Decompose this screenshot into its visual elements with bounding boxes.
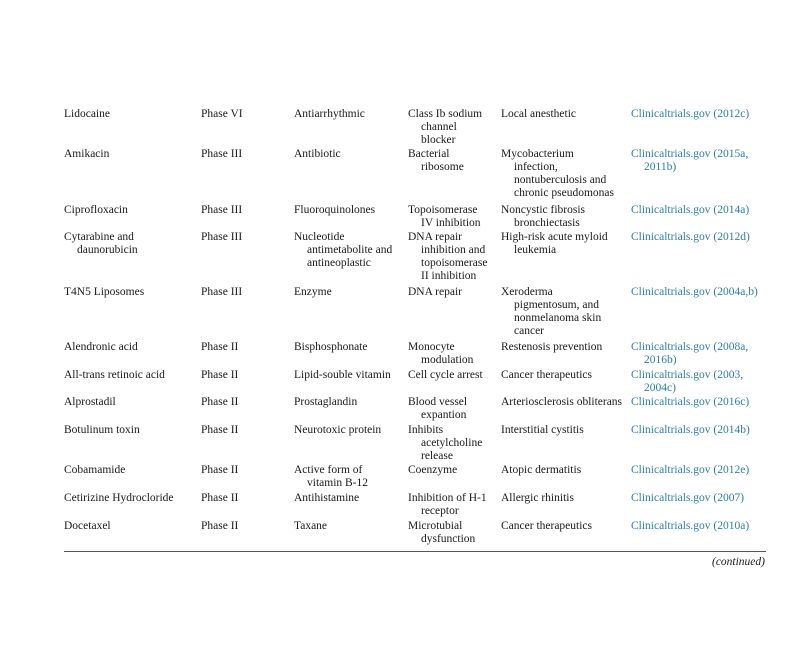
mechanism-line: Inhibition of H-1 xyxy=(408,492,487,504)
table-row xyxy=(64,286,766,341)
drug-class-line: Bisphosphonate xyxy=(294,341,368,353)
mechanism-line: channel xyxy=(421,121,457,133)
mechanism xyxy=(408,286,500,299)
table-row xyxy=(64,396,766,424)
drug-class xyxy=(294,204,406,217)
reference-link[interactable] xyxy=(631,148,766,174)
trial-phase xyxy=(201,369,291,382)
table-row xyxy=(64,204,766,231)
indication-line: leukemia xyxy=(514,244,557,256)
mechanism xyxy=(408,492,500,518)
reference-link-line: Clinicaltrials.gov (2012e) xyxy=(631,464,750,476)
trial-phase-line: Phase III xyxy=(201,148,243,160)
indication-line: Restenosis prevention xyxy=(501,341,603,353)
indication xyxy=(501,231,631,257)
trial-phase-line: Phase II xyxy=(201,464,239,476)
mechanism xyxy=(408,520,500,546)
drug-class xyxy=(294,464,406,490)
drug-class-line: Antibiotic xyxy=(294,148,341,160)
drug-name-line: Cytarabine and xyxy=(64,231,134,243)
indication xyxy=(501,520,631,533)
mechanism-line: modulation xyxy=(421,354,474,366)
indication-line: pigmentosum, and xyxy=(514,299,599,311)
mechanism-line: DNA repair xyxy=(408,231,462,243)
trial-phase xyxy=(201,424,291,437)
reference-link-line: 2011b) xyxy=(644,161,677,173)
reference-link-line: Clinicaltrials.gov (2010a) xyxy=(631,520,750,532)
trial-phase-line: Phase II xyxy=(201,369,239,381)
mechanism-line: dysfunction xyxy=(421,533,476,545)
drug-name xyxy=(64,148,199,161)
reference-link[interactable] xyxy=(631,424,766,437)
mechanism-line: receptor xyxy=(421,505,459,517)
reference-link-line: Clinicaltrials.gov (2007) xyxy=(631,492,745,504)
indication-line: Local anesthetic xyxy=(501,108,577,120)
drug-class-line: vitamin B-12 xyxy=(307,477,369,489)
trial-phase xyxy=(201,286,291,299)
drug-class-line: antimetabolite and xyxy=(307,244,393,256)
drug-name xyxy=(64,520,199,533)
indication xyxy=(501,148,631,200)
table-row xyxy=(64,231,766,286)
mechanism-line: expantion xyxy=(421,409,467,421)
table-row xyxy=(64,464,766,492)
mechanism-line: topoisomerase xyxy=(421,257,488,269)
drug-class xyxy=(294,231,406,270)
table-row xyxy=(64,520,766,550)
indication xyxy=(501,341,631,354)
reference-link-line: Clinicaltrials.gov (2012d) xyxy=(631,231,750,243)
indication-line: chronic pseudomonas xyxy=(514,187,614,199)
trial-phase xyxy=(201,396,291,409)
indication-line: Xeroderma xyxy=(501,286,553,298)
reference-link-line: Clinicaltrials.gov (2014b) xyxy=(631,424,750,436)
mechanism-line: Monocyte xyxy=(408,341,455,353)
indication-line: Atopic dermatitis xyxy=(501,464,582,476)
trial-phase-line: Phase II xyxy=(201,492,239,504)
reference-link[interactable] xyxy=(631,492,766,505)
drug-class xyxy=(294,341,406,354)
reference-link-line: 2004c) xyxy=(644,382,676,394)
mechanism xyxy=(408,396,500,422)
drug-name xyxy=(64,464,199,477)
indication-line: Mycobacterium xyxy=(501,148,574,160)
table-row xyxy=(64,492,766,520)
mechanism xyxy=(408,204,500,230)
drug-class xyxy=(294,108,406,121)
drug-class-line: antineoplastic xyxy=(307,257,371,269)
reference-link[interactable] xyxy=(631,369,766,395)
mechanism-line: Cell cycle arrest xyxy=(408,369,483,381)
drug-class xyxy=(294,520,406,533)
indication xyxy=(501,108,631,121)
trial-phase-line: Phase III xyxy=(201,286,243,298)
table-row xyxy=(64,369,766,396)
mechanism-line: DNA repair xyxy=(408,286,462,298)
reference-link-line: Clinicaltrials.gov (2004a,b) xyxy=(631,286,758,298)
mechanism xyxy=(408,148,500,174)
drug-class xyxy=(294,424,406,437)
mechanism xyxy=(408,424,500,463)
drug-name xyxy=(64,231,199,257)
mechanism-line: Microtubial xyxy=(408,520,463,532)
mechanism xyxy=(408,369,500,382)
mechanism-line: inhibition and xyxy=(421,244,486,256)
drug-name xyxy=(64,204,199,217)
mechanism-line: IV inhibition xyxy=(421,217,481,229)
indication-line: nontuberculosis and xyxy=(514,174,607,186)
trial-phase xyxy=(201,204,291,217)
indication xyxy=(501,396,631,409)
drug-name-line: T4N5 Liposomes xyxy=(64,286,145,298)
table-row xyxy=(64,341,766,369)
drug-name-line: Cobamamide xyxy=(64,464,126,476)
mechanism-line: release xyxy=(421,450,453,462)
drug-class-line: Enzyme xyxy=(294,286,332,298)
indication-line: Arteriosclerosis obliterans xyxy=(501,396,623,408)
mechanism-line: ribosome xyxy=(421,161,464,173)
drug-name xyxy=(64,492,199,505)
indication-line: Interstitial cystitis xyxy=(501,424,584,436)
reference-link-line: Clinicaltrials.gov (2016c) xyxy=(631,396,750,408)
indication-line: High-risk acute myloid xyxy=(501,231,608,243)
drug-name-line: Alprostadil xyxy=(64,396,116,408)
drug-class xyxy=(294,148,406,161)
trial-phase xyxy=(201,231,291,244)
indication xyxy=(501,369,631,382)
mechanism xyxy=(408,464,500,477)
drug-class-line: Neurotoxic protein xyxy=(294,424,382,436)
drug-name xyxy=(64,396,199,409)
drug-name-line: Botulinum toxin xyxy=(64,424,140,436)
reference-link-line: Clinicaltrials.gov (2015a, xyxy=(631,148,749,160)
trial-phase-line: Phase II xyxy=(201,424,239,436)
reference-link[interactable] xyxy=(631,286,766,299)
indication-line: Cancer therapeutics xyxy=(501,369,592,381)
mechanism-line: blocker xyxy=(421,134,456,146)
drug-class-line: Lipid-souble vitamin xyxy=(294,369,391,381)
indication-line: cancer xyxy=(514,325,544,337)
mechanism xyxy=(408,341,500,367)
drug-name xyxy=(64,108,199,121)
reference-link-line: Clinicaltrials.gov (2003, xyxy=(631,369,744,381)
mechanism-line: II inhibition xyxy=(421,270,477,282)
drug-class-line: Active form of xyxy=(294,464,363,476)
drug-name-line: Ciprofloxacin xyxy=(64,204,128,216)
table-row xyxy=(64,424,766,464)
indication-line: Allergic rhinitis xyxy=(501,492,574,504)
trial-phase-line: Phase III xyxy=(201,231,243,243)
trial-phase xyxy=(201,148,291,161)
indication xyxy=(501,204,631,230)
indication xyxy=(501,286,631,338)
drug-name xyxy=(64,424,199,437)
mechanism-line: Blood vessel xyxy=(408,396,468,408)
drug-class-line: Antihistamine xyxy=(294,492,360,504)
drug-name-line: Alendronic acid xyxy=(64,341,138,353)
trial-phase-line: Phase II xyxy=(201,341,239,353)
drug-class xyxy=(294,396,406,409)
reference-link[interactable] xyxy=(631,108,766,121)
drug-class-line: Antiarrhythmic xyxy=(294,108,365,120)
reference-link[interactable] xyxy=(631,464,766,477)
reference-link[interactable] xyxy=(631,231,766,244)
drug-name-line: All-trans retinoic acid xyxy=(64,369,165,381)
drug-name xyxy=(64,369,199,382)
indication xyxy=(501,464,631,477)
trial-phase xyxy=(201,108,291,121)
indication xyxy=(501,424,631,437)
drug-name xyxy=(64,341,199,354)
indication-line: nonmelanoma skin xyxy=(514,312,602,324)
drug-name-line: Lidocaine xyxy=(64,108,110,120)
mechanism-line: Inhibits xyxy=(408,424,444,436)
reference-link-line: Clinicaltrials.gov (2012c) xyxy=(631,108,750,120)
drug-class-line: Fluoroquinolones xyxy=(294,204,376,216)
reference-link[interactable] xyxy=(631,396,766,409)
indication xyxy=(501,492,631,505)
mechanism-line: acetylcholine xyxy=(421,437,483,449)
reference-link-line: Clinicaltrials.gov (2008a, xyxy=(631,341,749,353)
reference-link[interactable] xyxy=(631,341,766,367)
trial-phase xyxy=(201,341,291,354)
table-row xyxy=(64,148,766,204)
reference-link[interactable] xyxy=(631,520,766,533)
trial-phase-line: Phase III xyxy=(201,204,243,216)
indication-line: bronchiectasis xyxy=(514,217,580,229)
table-bottom-rule xyxy=(64,551,766,552)
trial-phase xyxy=(201,464,291,477)
mechanism-line: Topoisomerase xyxy=(408,204,478,216)
trial-phase xyxy=(201,492,291,505)
drug-class-line: Nucleotide xyxy=(294,231,345,243)
reference-link-line: 2016b) xyxy=(644,354,677,366)
indication-line: Cancer therapeutics xyxy=(501,520,592,532)
mechanism-line: Bacterial xyxy=(408,148,450,160)
drug-class-line: Taxane xyxy=(294,520,328,532)
indication-line: infection, xyxy=(514,161,558,173)
drug-class xyxy=(294,492,406,505)
drug-name-line: Amikacin xyxy=(64,148,110,160)
mechanism-line: Class Ib sodium xyxy=(408,108,483,120)
mechanism xyxy=(408,108,500,147)
drug-name-line: Docetaxel xyxy=(64,520,111,532)
mechanism xyxy=(408,231,500,283)
continued-label: (continued) xyxy=(711,556,765,568)
indication-line: Noncystic fibrosis xyxy=(501,204,586,216)
reference-link-line: Clinicaltrials.gov (2014a) xyxy=(631,204,750,216)
drug-class-line: Prostaglandin xyxy=(294,396,358,408)
table-row xyxy=(64,108,766,148)
trial-phase xyxy=(201,520,291,533)
mechanism-line: Coenzyme xyxy=(408,464,458,476)
drug-class xyxy=(294,369,406,382)
trial-phase-line: Phase VI xyxy=(201,108,243,120)
drug-class xyxy=(294,286,406,299)
trial-phase-line: Phase II xyxy=(201,396,239,408)
trial-phase-line: Phase II xyxy=(201,520,239,532)
drug-name xyxy=(64,286,199,299)
drug-name-line: Cetirizine Hydrocloride xyxy=(64,492,174,504)
reference-link[interactable] xyxy=(631,204,766,217)
drug-name-line: daunorubicin xyxy=(77,244,138,256)
